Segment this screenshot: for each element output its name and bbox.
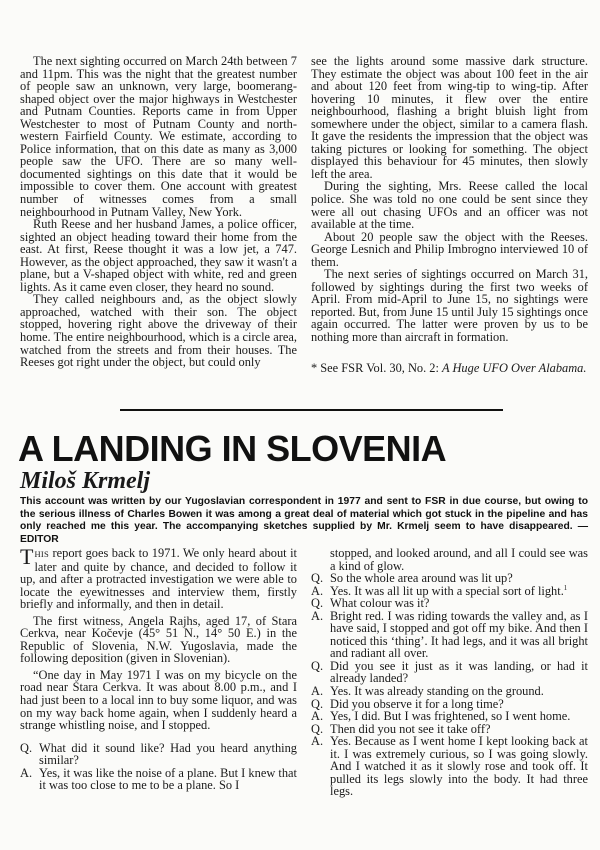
qa-item: [20, 742, 297, 767]
footnote: [311, 362, 588, 375]
paragraph: see the lights around some massive dark structure. They estimate the object was about 100 feet in the air and about 120 feet from wing-tip to wing-tip. After hovering 10 minutes, it flew over the entire neighbourhood, flashing a bright bluish light from somewhere under the object, similar to a camera flash. It gave the residents the impression that the object was taking pictures or looking for something. The object displayed this behaviour for 45 minutes, then slowly left the area.: [311, 54, 588, 181]
opening-paragraph: [20, 544, 297, 612]
qa-item: [311, 660, 588, 685]
qa-continuation: stopped, and looked around, and all I could see was a kind of glow.: [330, 546, 588, 573]
footnote-ref: 1: [563, 583, 568, 592]
qa-tag: Q.: [311, 571, 324, 586]
qa-tag: Q.: [20, 740, 33, 755]
qa-tag: A.: [311, 608, 324, 623]
qa-text: What colour was it?: [330, 596, 430, 611]
qa-list: [20, 742, 297, 792]
article-headline: A LANDING IN SLOVENIA: [18, 428, 447, 469]
qa-item: [20, 767, 297, 792]
qa-tag: Q.: [311, 696, 324, 711]
qa-tag: Q.: [311, 721, 324, 736]
drop-cap: T: [20, 544, 34, 569]
qa-tag: A.: [311, 583, 324, 598]
qa-item: [311, 735, 588, 798]
editor-note: This account was written by our Yugoslavian correspondent in 1977 and sent to FSR in due course, but owing to the serious illness of Charles Bowen it was among a great deal of material which got stuck in the pipeline and has only reached me this year. The accompanying sketches supplied by Mr. Krmelj seem to have disappeared. — EDITOR: [20, 496, 588, 545]
paragraph: During the sighting, Mrs. Reese called the local police. She was told no one could be sent since they were all out chasing UFOs and an officer was not available at the time.: [311, 179, 588, 232]
qa-text: Yes. It was already standing on the ground.: [330, 684, 544, 699]
qa-tag: A.: [311, 734, 324, 749]
paragraph: The next series of sightings occurred on March 31, followed by sightings during the first two weeks of April. From mid-April to June 15, no sightings were reported. But, from June 15 until July 15 sightings once again occurred. The latter were proven by us to be nothing more than aircraft in formation.: [311, 267, 588, 345]
footnote-prefix: * See FSR Vol. 30, No. 2:: [311, 360, 443, 375]
qa-text-body: Yes. It was all lit up with a special sort of light.: [330, 583, 564, 598]
qa-text: So the whole area around was lit up?: [330, 571, 513, 586]
qa-item: [311, 597, 588, 610]
top-left-column: [20, 55, 297, 369]
paragraph: The first witness, Angela Rajhs, aged 17, of Stara Cerkva, near Kočevje (45° 51 N., 14° 50 E.) in the Republic of Slovenia, N.W. Yugoslavia, made the following deposition (given in Slovenian).: [20, 613, 297, 666]
smallcaps-lead: HIS: [34, 549, 50, 559]
qa-tag: Q.: [311, 658, 324, 673]
paragraph: “One day in May 1971 I was on my bicycle on the road near Stara Cerkva. It was about 8.00 p.m., and I had just been to a local inn to buy some liquor, and was on my way back home again, when I suddenly heard a strange whistling noise, and I stopped.: [20, 667, 297, 733]
top-right-column: [311, 55, 588, 374]
qa-item: [311, 685, 588, 698]
qa-text: Yes. Because as I went home I kept looking back at it. I was extremely curious, so I was going slowly. And I watched it as it slowly rose and took off. It pulled its legs slowly into the body. It had three legs.: [330, 734, 588, 799]
qa-text: Yes, I did. But I was frightened, so I went home.: [330, 709, 571, 724]
qa-tag: Q.: [311, 596, 324, 611]
paragraph-text: report goes back to 1971. We only heard about it later and quite by chance, and decided to follow it up, and after a protracted investigation we were able to locate the eyewitnesses and interview them, firstly briefly and informally, and then in detail.: [20, 546, 297, 612]
qa-text: Did you observe it for a long time?: [330, 696, 504, 711]
qa-text: Did you see it just as it was landing, or had it already landed?: [330, 658, 588, 686]
paragraph: Ruth Reese and her husband James, a police officer, sighted an object heading toward their home from the east. At first, Reese thought it was a low jet, a 747. However, as the object approached, they saw it wasn't a plane, but a V-shaped object with white, red and green lights. As it came even closer, they heard no sound.: [20, 217, 297, 294]
article-right-column: [311, 547, 588, 798]
qa-tag: A.: [311, 684, 324, 699]
qa-item: [311, 610, 588, 660]
paragraph: The next sighting occurred on March 24th between 7 and 11pm. This was the night that the greatest number of people saw an unknown, very large, boomerang-shaped object over the major highways in Westchester and Putnam Counties. Reports came in from Upper Westchester to most of Putnam County and north-western Fairfield County. We estimate, according to Police information, that on this date as many as 3,000 people saw the UFO. There are so many well-documented sightings on this date that it would be impossible to cover them. One account with greatest number of witnesses comes from a small neighbourhood in Putnam Valley, New York.: [20, 54, 297, 219]
qa-tag: A.: [20, 765, 33, 780]
article-byline: Miloš Krmelj: [20, 468, 151, 494]
qa-item: [311, 710, 588, 723]
footnote-title: A Huge UFO Over Alabama.: [442, 360, 587, 375]
section-divider: [120, 409, 503, 411]
article-left-column: [20, 544, 297, 793]
qa-text: Yes, it was like the noise of a plane. But I knew that it was too close to me to be a plane. So I: [39, 765, 297, 793]
paragraph: About 20 people saw the object with the Reeses. George Lesnich and Philip Imbrogno interviewed 10 of them.: [311, 229, 588, 269]
qa-tag: A.: [311, 709, 324, 724]
qa-text: What did it sound like? Had you heard anything similar?: [39, 740, 297, 768]
paragraph: They called neighbours and, as the object slowly approached, watched with their son. The object stopped, hovering right above the driveway of their home. The entire neighbourhood, which is a circle area, watched from the streets and from their houses. The Reeses got right under the object, but could only: [20, 292, 297, 370]
qa-text: Then did you not see it take off?: [330, 721, 491, 736]
qa-text: Bright red. I was riding towards the valley and, as I have said, I stopped and got off my bike. And then I noticed this ‘thing’. It had legs, and it was all bright and radiant all over.: [330, 608, 588, 661]
